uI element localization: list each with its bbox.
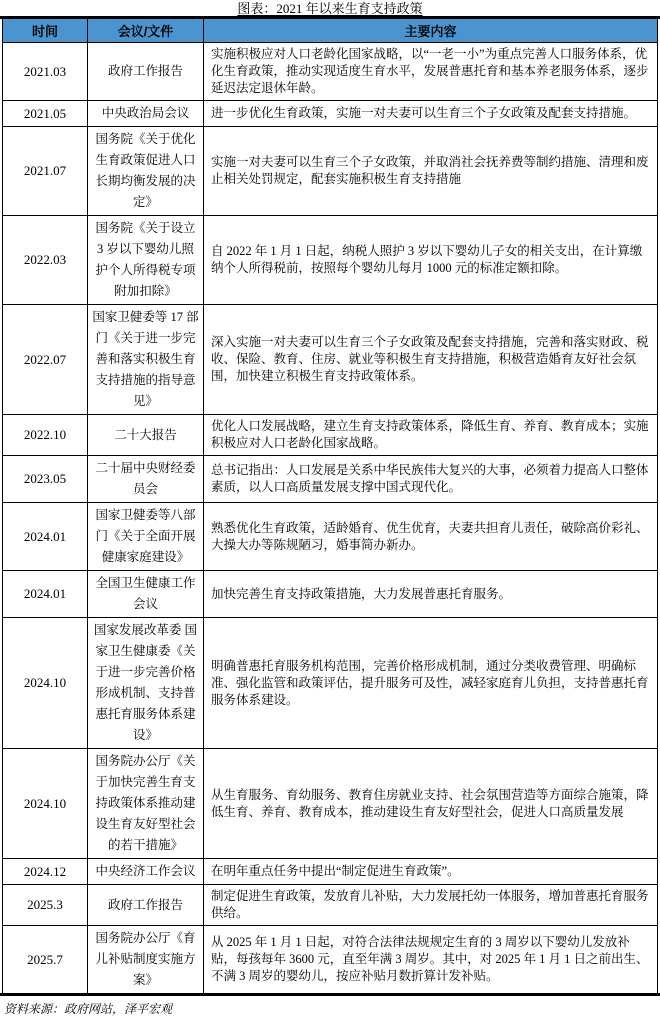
header-cell-time: 时间 [3, 19, 88, 43]
doc-cell: 国家卫健委等 17 部门《关于进一步完善和落实积极生育支持措施的指导意见》 [88, 305, 204, 415]
doc-cell: 中央经济工作会议 [88, 859, 204, 885]
date-cell: 2024.12 [3, 859, 88, 885]
content-cell: 明确普惠托育服务机构范围，完善价格形成机制，通过分类收费管理、明确标准、强化监管和政策评估，提升服务可及性，减轻家庭育儿负担，支持普惠托育服务体系建设。 [204, 618, 658, 749]
date-cell: 2021.05 [3, 101, 88, 127]
date-cell: 2024.01 [3, 503, 88, 571]
table-row [3, 43, 658, 101]
table-row [3, 618, 658, 749]
table-row [3, 101, 658, 127]
table-row [3, 127, 658, 216]
date-cell: 2023.05 [3, 456, 88, 503]
content-cell: 加快完善生育支持政策措施，大力发展普惠托育服务。 [204, 571, 658, 618]
date-cell: 2024.10 [3, 749, 88, 859]
date-cell: 2022.03 [3, 216, 88, 305]
content-cell: 总书记指出：人口发展是关系中华民族伟大复兴的大事，必须着力提高人口整体素质，以人口高质量发展支撑中国式现代化。 [204, 456, 658, 503]
doc-cell: 政府工作报告 [88, 43, 204, 101]
table-row [3, 859, 658, 885]
header-row [3, 19, 658, 43]
doc-cell: 国务院办公厅《育儿补贴制度实施方案》 [88, 926, 204, 994]
date-cell: 2022.07 [3, 305, 88, 415]
content-cell: 熟悉优化生育政策，适龄婚育、优生优育，夫妻共担育儿责任，破除高价彩礼、大操大办等陈规陋习，婚事简办新办。 [204, 503, 658, 571]
doc-cell: 国家卫健委等八部门《关于全面开展健康家庭建设》 [88, 503, 204, 571]
date-cell: 2021.07 [3, 127, 88, 216]
doc-cell: 中央政治局会议 [88, 101, 204, 127]
doc-cell: 全国卫生健康工作会议 [88, 571, 204, 618]
table-row [3, 926, 658, 994]
doc-cell: 国务院《关于优化生育政策促进人口长期均衡发展的决定》 [88, 127, 204, 216]
doc-cell: 二十届中央财经委员会 [88, 456, 204, 503]
content-cell: 实施积极应对人口老龄化国家战略，以“一老一小”为重点完善人口服务体系，优化生育政策，推动实现适度生育水平，发展普惠托育和基本养老服务体系，逐步延迟法定退休年龄。 [204, 43, 658, 101]
date-cell: 2025.3 [3, 885, 88, 926]
content-cell: 制定促进生育政策，发放育儿补贴，大力发展托幼一体服务，增加普惠托育服务供给。 [204, 885, 658, 926]
doc-cell: 国务院办公厅《关于加快完善生育支持政策体系推动建设生育友好型社会的若干措施》 [88, 749, 204, 859]
doc-cell: 政府工作报告 [88, 885, 204, 926]
policy-table-body [3, 43, 658, 994]
table-row [3, 305, 658, 415]
policy-table-header [3, 19, 658, 43]
date-cell: 2024.10 [3, 618, 88, 749]
date-cell: 2024.01 [3, 571, 88, 618]
content-cell: 自 2022 年 1 月 1 日起，纳税人照护 3 岁以下婴幼儿子女的相关支出，在计算缴纳个人所得税前，按照每个婴幼儿每月 1000 元的标准定额扣除。 [204, 216, 658, 305]
date-cell: 2021.03 [3, 43, 88, 101]
content-cell: 深入实施一对夫妻可以生育三个子女政策及配套支持措施，完善和落实财政、税收、保险、教育、住房、就业等积极生育支持措施，积极营造婚育友好社会氛围，加快建立积极生育支持政策体系。 [204, 305, 658, 415]
content-cell: 优化人口发展战略，建立生育支持政策体系，降低生育、养育、教育成本；实施积极应对人口老龄化国家战略。 [204, 415, 658, 456]
doc-cell: 国家发展改革委 国家卫生健康委《关于进一步完善价格形成机制、支持普惠托育服务体系建设》 [88, 618, 204, 749]
chart-title-text: 图表：2021 年以来生育支持政策 [237, 1, 423, 16]
content-cell: 从 2025 年 1 月 1 日起，对符合法律法规规定生育的 3 周岁以下婴幼儿发放补贴，每孩每年 3600 元，直至年满 3 周岁。其中，对 2025 年 1 月 1 日之前出生、不满 3 周岁的婴幼儿，按应补贴月数折算计发补贴。 [204, 926, 658, 994]
table-row [3, 571, 658, 618]
table-row [3, 415, 658, 456]
table-row [3, 885, 658, 926]
policy-table [2, 19, 658, 993]
header-cell-meeting-document: 会议/文件 [88, 19, 204, 43]
table-row [3, 503, 658, 571]
content-cell: 从生育服务、育幼服务、教育住房就业支持、社会氛围营造等方面综合施策，降低生育、养育、教育成本，推动建设生育友好型社会，促进人口高质量发展 [204, 749, 658, 859]
content-cell: 在明年重点任务中提出“制定促进生育政策”。 [204, 859, 658, 885]
table-row [3, 749, 658, 859]
header-cell-main-content: 主要内容 [204, 19, 658, 43]
table-row [3, 216, 658, 305]
doc-cell: 二十大报告 [88, 415, 204, 456]
date-cell: 2025.7 [3, 926, 88, 994]
content-cell: 实施一对夫妻可以生育三个子女政策，并取消社会抚养费等制约措施、清理和废止相关处罚规定，配套实施积极生育支持措施 [204, 127, 658, 216]
chart-title [0, 0, 660, 16]
source-note: 资料来源：政府网站，泽平宏观 [4, 1002, 173, 1016]
date-cell: 2022.10 [3, 415, 88, 456]
content-cell: 进一步优化生育政策，实施一对夫妻可以生育三个子女政策及配套支持措施。 [204, 101, 658, 127]
table-row [3, 456, 658, 503]
doc-cell: 国务院《关于设立 3 岁以下婴幼儿照护个人所得税专项附加扣除》 [88, 216, 204, 305]
